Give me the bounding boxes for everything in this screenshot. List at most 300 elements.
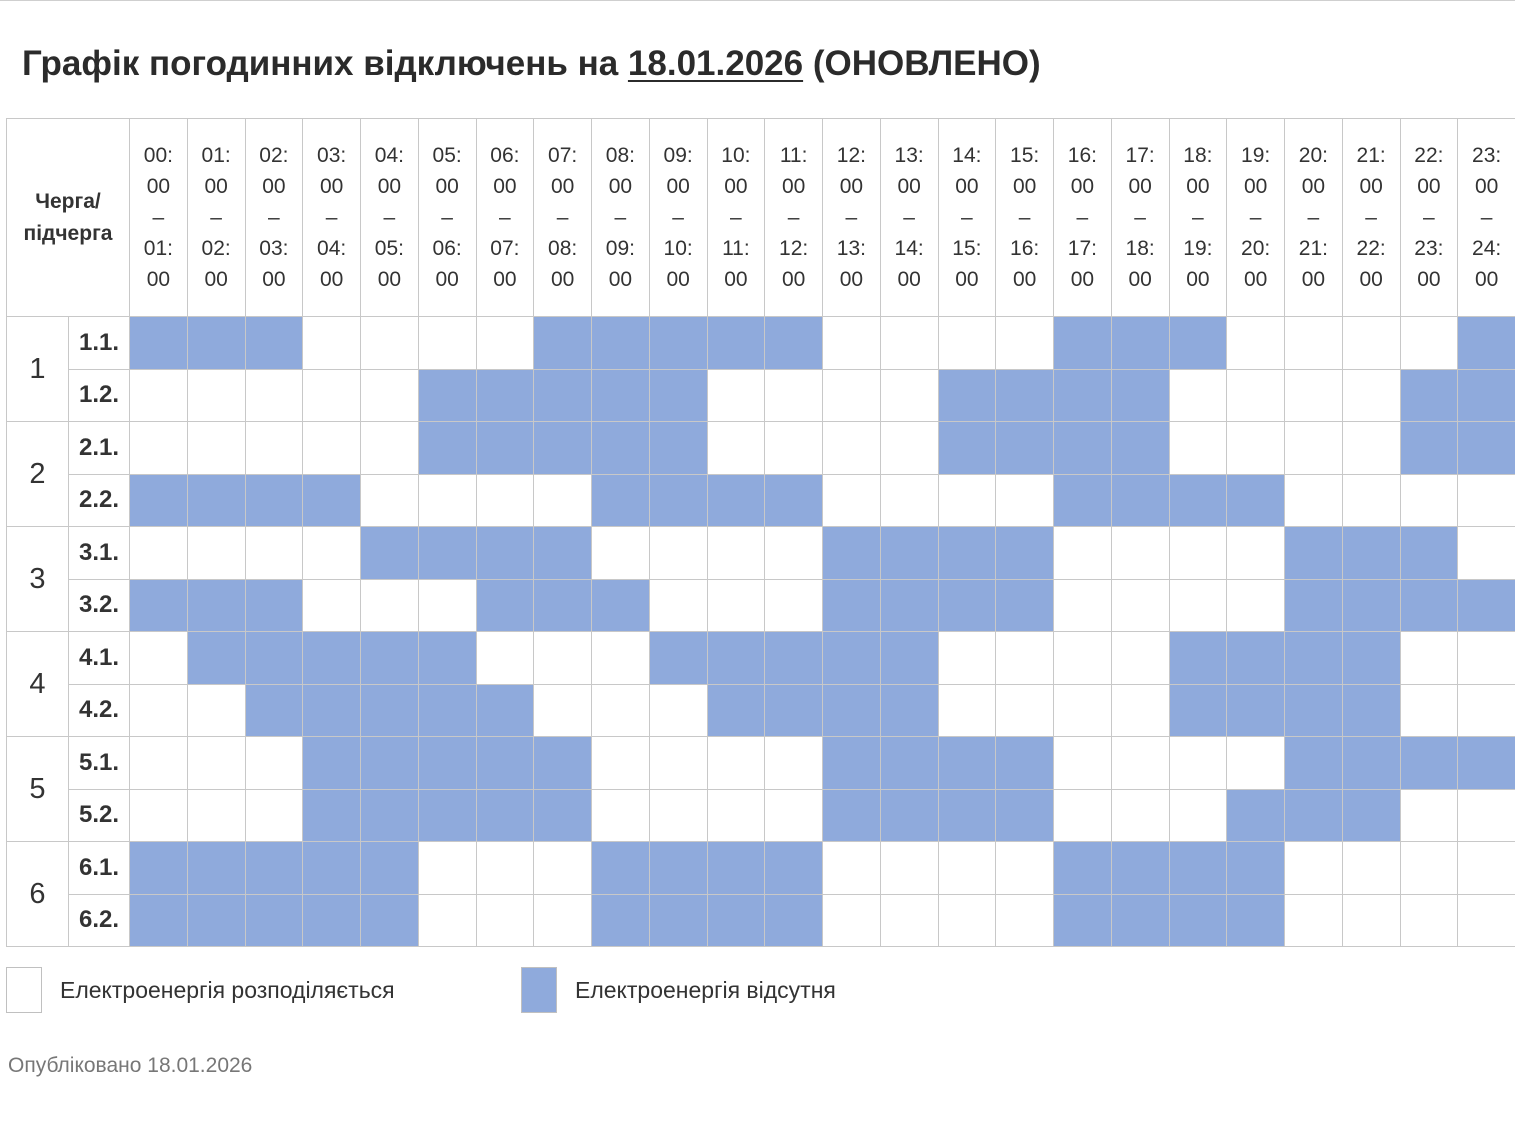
queue-number: 1 [7, 317, 69, 422]
power-slot [476, 894, 534, 947]
hour-column-header [418, 119, 476, 317]
power-slot [1458, 632, 1515, 685]
hour-header-part: – [499, 206, 511, 229]
outage-slot [765, 474, 823, 527]
outage-slot [534, 789, 592, 842]
hour-header-part: – [1480, 206, 1493, 229]
table-row [7, 527, 1515, 580]
power-slot [245, 527, 303, 580]
outage-slot [649, 842, 707, 895]
power-slot [649, 684, 707, 737]
power-slot [1169, 369, 1227, 422]
outage-slot [187, 894, 245, 947]
hour-header-part: 00 [781, 175, 806, 198]
hour-column-header [187, 119, 245, 317]
outage-slot [1458, 369, 1515, 422]
subqueue-label: 3.2. [69, 579, 130, 632]
hour-header-part: 21: [1298, 237, 1328, 260]
outage-slot [1111, 422, 1169, 475]
power-slot [245, 422, 303, 475]
power-slot [1458, 842, 1515, 895]
hour-header-part: 00 [724, 175, 748, 198]
hour-header-part: 00 [1474, 268, 1499, 291]
table-row [7, 737, 1515, 790]
hour-header-part: – [268, 206, 280, 229]
outage-slot [1285, 684, 1343, 737]
power-slot [1111, 632, 1169, 685]
table-row [7, 422, 1515, 475]
power-slot [1342, 474, 1400, 527]
hour-header-part: 24: [1472, 237, 1502, 260]
outage-slot [1285, 527, 1343, 580]
power-slot [303, 422, 361, 475]
power-slot [996, 894, 1054, 947]
subqueue-label: 6.2. [69, 894, 130, 947]
hour-header-part: 23: [1414, 237, 1444, 260]
hour-header-part: 08: [605, 144, 635, 167]
outage-slot [823, 737, 881, 790]
outage-slot [1054, 842, 1112, 895]
power-slot [1227, 579, 1285, 632]
outage-slot [1169, 842, 1227, 895]
outage-slot [938, 737, 996, 790]
outage-slot [187, 317, 245, 370]
power-slot [1054, 789, 1112, 842]
hour-column-header [996, 119, 1054, 317]
power-slot [1458, 474, 1515, 527]
power-slot [361, 579, 419, 632]
hour-column-header [1227, 119, 1285, 317]
outage-slot [1458, 422, 1515, 475]
outage-slot [592, 422, 650, 475]
outage-slot [880, 789, 938, 842]
outage-slot [996, 789, 1054, 842]
power-slot [1285, 317, 1343, 370]
outage-slot [303, 789, 361, 842]
power-slot [707, 789, 765, 842]
hour-header-part: 02: [259, 144, 289, 167]
power-slot [938, 684, 996, 737]
outage-slot [823, 527, 881, 580]
hour-header-part: 00 [1301, 268, 1326, 291]
power-slot [823, 894, 881, 947]
hour-header-part: – [152, 206, 165, 229]
outage-slot [418, 789, 476, 842]
outage-slot [1458, 737, 1515, 790]
outage-slot [534, 579, 592, 632]
power-slot [996, 842, 1054, 895]
outage-slot [361, 737, 419, 790]
hour-header-part: 23: [1472, 144, 1502, 167]
queue-number: 2 [7, 422, 69, 527]
hour-header-part: 00 [666, 268, 690, 291]
power-slot [187, 527, 245, 580]
outage-slot [418, 684, 476, 737]
queue-column-header [7, 119, 130, 317]
power-slot [823, 842, 881, 895]
power-slot [130, 737, 188, 790]
outage-slot [765, 684, 823, 737]
power-slot [534, 684, 592, 737]
hour-header-part: 00 [839, 175, 864, 198]
subqueue-label: 4.2. [69, 684, 130, 737]
power-slot [1285, 369, 1343, 422]
outage-slot [1342, 527, 1400, 580]
outage-slot [476, 422, 534, 475]
power-slot [938, 632, 996, 685]
page-title [22, 44, 1041, 84]
hour-header-part: 14: [952, 144, 982, 167]
queue-number: 3 [7, 527, 69, 632]
hour-header-part: – [903, 206, 915, 229]
hour-header-part: 19: [1241, 144, 1271, 167]
outage-slot [880, 579, 938, 632]
hour-column-header [361, 119, 419, 317]
outage-slot [938, 789, 996, 842]
power-slot [996, 632, 1054, 685]
power-slot [707, 422, 765, 475]
outage-slot [880, 632, 938, 685]
hour-header-part: 02: [201, 237, 231, 260]
outage-slot [765, 317, 823, 370]
hour-header-part: 00 [319, 268, 344, 291]
hour-header-part: 01: [201, 144, 231, 167]
power-slot [880, 894, 938, 947]
outage-slot [303, 737, 361, 790]
hour-header-part: 00 [839, 268, 864, 291]
hour-header-part: 00 [1186, 175, 1210, 198]
published-date: Опубліковано 18.01.2026 [8, 1054, 253, 1077]
hour-header-part: 00 [493, 175, 517, 198]
hour-column-header [649, 119, 707, 317]
hour-header-part: 00 [1070, 175, 1095, 198]
outage-slot [245, 632, 303, 685]
power-slot [1111, 684, 1169, 737]
outage-slot [1169, 317, 1227, 370]
outage-slot [1054, 474, 1112, 527]
hour-column-header [1342, 119, 1400, 317]
hour-header-part: 00 [204, 175, 228, 198]
outage-slot [938, 369, 996, 422]
outage-slot [649, 317, 707, 370]
outage-slot [130, 842, 188, 895]
power-slot [187, 422, 245, 475]
hour-header-part: – [1249, 206, 1262, 229]
outage-slot [303, 632, 361, 685]
hour-header-part: 00 [608, 268, 633, 291]
outage-slot [592, 317, 650, 370]
hour-header-part: 00 [262, 175, 286, 198]
hour-column-header [476, 119, 534, 317]
power-slot [534, 474, 592, 527]
outage-slot [187, 842, 245, 895]
hour-header-part: 00 [955, 175, 979, 198]
outage-slot [765, 632, 823, 685]
outage-slot [1400, 737, 1458, 790]
hour-header-part: 13: [894, 144, 924, 167]
power-slot [996, 317, 1054, 370]
hour-header-part: 12: [779, 237, 809, 260]
power-slot [592, 632, 650, 685]
power-slot [1285, 474, 1343, 527]
hour-column-header [1111, 119, 1169, 317]
outage-slot [534, 317, 592, 370]
queue-header-line2: підчерга [23, 221, 113, 245]
outage-slot [1342, 789, 1400, 842]
power-slot [938, 894, 996, 947]
outage-slot [996, 737, 1054, 790]
power-slot [1458, 527, 1515, 580]
outage-slot [1111, 317, 1169, 370]
hour-header-part: 16: [1067, 144, 1097, 167]
hour-column-header [130, 119, 188, 317]
table-row [7, 684, 1515, 737]
hour-header-part: – [961, 206, 973, 229]
power-slot [130, 369, 188, 422]
hour-header-part: 22: [1356, 237, 1386, 260]
power-slot [534, 632, 592, 685]
hour-column-header [1458, 119, 1515, 317]
power-slot [418, 474, 476, 527]
outage-slot [1227, 894, 1285, 947]
power-slot [245, 737, 303, 790]
hour-header-part: 10: [663, 237, 693, 260]
power-slot [418, 842, 476, 895]
hour-header-part: – [845, 206, 858, 229]
power-slot [707, 579, 765, 632]
hour-header-part: – [1423, 206, 1435, 229]
queue-number: 6 [7, 842, 69, 947]
hour-header-part: 07: [548, 144, 578, 167]
hour-header-part: 18: [1125, 237, 1155, 260]
power-slot [880, 369, 938, 422]
hour-header-part: – [325, 206, 338, 229]
outage-slot [418, 737, 476, 790]
hour-column-header [707, 119, 765, 317]
power-slot [707, 369, 765, 422]
power-slot [1054, 737, 1112, 790]
subqueue-label: 2.1. [69, 422, 130, 475]
power-slot [649, 579, 707, 632]
subqueue-label: 5.2. [69, 789, 130, 842]
outage-slot [476, 527, 534, 580]
legend-power-on-swatch [6, 967, 42, 1013]
outage-slot [418, 369, 476, 422]
power-slot [1458, 894, 1515, 947]
power-slot [130, 632, 188, 685]
hour-header-part: 04: [317, 237, 347, 260]
outage-schedule-table [6, 118, 1515, 947]
outage-slot [1054, 894, 1112, 947]
outage-slot [476, 579, 534, 632]
table-row [7, 474, 1515, 527]
power-slot [418, 317, 476, 370]
power-slot [592, 789, 650, 842]
power-slot [823, 317, 881, 370]
outage-slot [1054, 317, 1112, 370]
power-slot [1458, 684, 1515, 737]
outage-slot [1227, 474, 1285, 527]
hour-header-part: 00 [1128, 175, 1152, 198]
hour-header-part: 00 [1301, 175, 1326, 198]
hour-header-part: 00 [550, 268, 575, 291]
power-slot [303, 369, 361, 422]
power-slot [938, 474, 996, 527]
power-slot [1285, 842, 1343, 895]
outage-slot [361, 684, 419, 737]
outage-slot [245, 894, 303, 947]
outage-slot [996, 369, 1054, 422]
outage-slot [823, 684, 881, 737]
top-divider [0, 0, 1515, 1]
power-slot [592, 684, 650, 737]
outage-slot [130, 579, 188, 632]
outage-slot [361, 842, 419, 895]
hour-header-part: 00 [781, 268, 806, 291]
outage-slot [1054, 369, 1112, 422]
hour-column-header [938, 119, 996, 317]
hour-column-header [245, 119, 303, 317]
power-slot [534, 894, 592, 947]
hour-header-part: 08: [548, 237, 578, 260]
power-slot [476, 842, 534, 895]
hour-header-part: 15: [1010, 144, 1040, 167]
hour-header-part: 00 [435, 268, 459, 291]
hour-header-part: 00 [493, 268, 517, 291]
subqueue-label: 6.1. [69, 842, 130, 895]
hour-header-part: 00 [1243, 175, 1268, 198]
outage-slot [1342, 632, 1400, 685]
hour-header-part: – [210, 206, 222, 229]
power-slot [649, 789, 707, 842]
hour-header-part: – [383, 206, 396, 229]
power-slot [130, 684, 188, 737]
table-row [7, 632, 1515, 685]
outage-slot [303, 684, 361, 737]
outage-slot [130, 474, 188, 527]
outage-slot [649, 369, 707, 422]
power-slot [1400, 789, 1458, 842]
outage-slot [187, 579, 245, 632]
outage-slot [707, 842, 765, 895]
hour-header-part: 16: [1010, 237, 1040, 260]
outage-slot [361, 632, 419, 685]
hour-header-part: 18: [1183, 144, 1213, 167]
hour-header-part: 00 [435, 175, 459, 198]
power-slot [996, 684, 1054, 737]
hour-header-part: 00 [1359, 175, 1383, 198]
outage-slot [1227, 842, 1285, 895]
outage-slot [534, 737, 592, 790]
hour-header-part: 00 [1070, 268, 1095, 291]
legend-power-off-swatch [521, 967, 557, 1013]
power-slot [996, 474, 1054, 527]
power-slot [1400, 842, 1458, 895]
power-slot [1285, 894, 1343, 947]
outage-slot [823, 789, 881, 842]
outage-slot [592, 369, 650, 422]
power-slot [245, 369, 303, 422]
power-slot [130, 789, 188, 842]
outage-slot [1342, 737, 1400, 790]
outage-slot [245, 842, 303, 895]
hour-header-part: – [1018, 206, 1031, 229]
power-slot [1169, 527, 1227, 580]
outage-slot [361, 894, 419, 947]
power-slot [1111, 789, 1169, 842]
outage-slot [823, 632, 881, 685]
hour-header-part: 00 [1186, 268, 1210, 291]
power-slot [823, 474, 881, 527]
outage-slot [1169, 894, 1227, 947]
hour-header-part: 17: [1067, 237, 1097, 260]
outage-slot [476, 737, 534, 790]
hour-header-part: – [1134, 206, 1146, 229]
hour-header-part: 07: [490, 237, 520, 260]
table-header-row [7, 119, 1515, 317]
hour-header-part: 00 [1128, 268, 1152, 291]
outage-slot [1400, 369, 1458, 422]
hour-header-part: 00 [204, 268, 228, 291]
hour-header-part: 00 [724, 268, 748, 291]
hour-header-part: 00: [143, 144, 173, 167]
outage-slot [592, 579, 650, 632]
power-slot [418, 579, 476, 632]
outage-slot [418, 632, 476, 685]
power-slot [1342, 842, 1400, 895]
power-slot [1054, 579, 1112, 632]
hour-header-part: 09: [605, 237, 635, 260]
hour-header-part: 00 [146, 175, 171, 198]
outage-slot [880, 684, 938, 737]
hour-header-part: – [787, 206, 800, 229]
hour-header-part: – [1307, 206, 1320, 229]
outage-slot [592, 894, 650, 947]
hour-header-part: 00 [955, 268, 979, 291]
hour-column-header [303, 119, 361, 317]
hour-header-part: – [1365, 206, 1377, 229]
outage-slot [130, 894, 188, 947]
outage-slot [534, 369, 592, 422]
power-slot [1054, 684, 1112, 737]
power-slot [1400, 684, 1458, 737]
power-slot [476, 474, 534, 527]
outage-slot [1400, 527, 1458, 580]
power-slot [1400, 474, 1458, 527]
power-slot [1169, 422, 1227, 475]
power-slot [1111, 527, 1169, 580]
hour-header-part: 06: [490, 144, 520, 167]
table-row [7, 789, 1515, 842]
table-row [7, 894, 1515, 947]
power-slot [303, 579, 361, 632]
power-slot [1400, 894, 1458, 947]
power-slot [823, 422, 881, 475]
power-slot [765, 527, 823, 580]
power-slot [130, 527, 188, 580]
outage-slot [649, 474, 707, 527]
power-slot [187, 737, 245, 790]
hour-header-part: 00 [608, 175, 633, 198]
hour-column-header [1285, 119, 1343, 317]
outage-slot [1169, 684, 1227, 737]
power-slot [187, 789, 245, 842]
hour-header-part: 14: [894, 237, 924, 260]
subqueue-label: 5.1. [69, 737, 130, 790]
hour-column-header [765, 119, 823, 317]
outage-slot [996, 527, 1054, 580]
outage-slot [765, 842, 823, 895]
